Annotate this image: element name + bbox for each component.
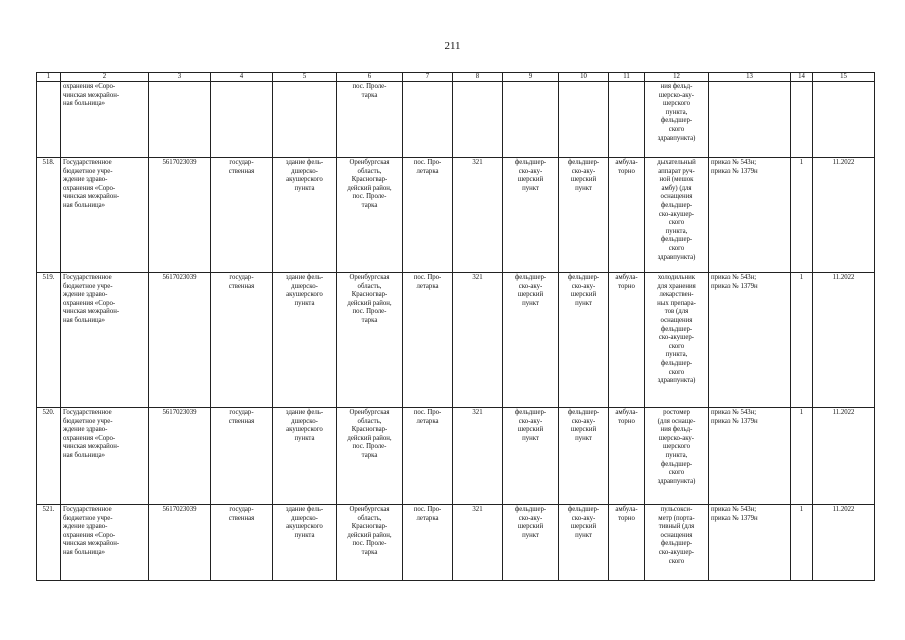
empty-cell — [149, 82, 211, 158]
cell-address: Оренбургская область, Красногвар- дейский район, пос. Проле- тарка — [337, 408, 403, 505]
cell-org: охранения «Соро- чинская межрайон- ная больница» — [61, 82, 149, 158]
column-header: 10 — [559, 73, 609, 82]
cell-care-form: амбула- торно — [609, 505, 645, 581]
cell-ownership: государ- ственная — [211, 408, 273, 505]
cell-inn: 5617023039 — [149, 505, 211, 581]
cell-population: 321 — [453, 158, 503, 273]
empty-cell — [709, 82, 791, 158]
cell-number: 519. — [37, 273, 61, 408]
column-header: 5 — [273, 73, 337, 82]
table-row — [37, 158, 875, 273]
empty-cell — [609, 82, 645, 158]
column-header: 7 — [403, 73, 453, 82]
empty-cell — [453, 82, 503, 158]
cell-facility-type: фельдшер- ско-аку- шерский пункт — [503, 408, 559, 505]
empty-cell — [559, 82, 609, 158]
cell-settlement: пос. Про- летарка — [403, 273, 453, 408]
cell-settlement: пос. Про- летарка — [403, 158, 453, 273]
column-header: 1 — [37, 73, 61, 82]
cell-order: приказ № 543н; приказ № 1379н — [709, 158, 791, 273]
cell-address: Оренбургская область, Красногвар- дейский район, пос. Проле- тарка — [337, 273, 403, 408]
cell-order: приказ № 543н; приказ № 1379н — [709, 408, 791, 505]
column-header: 2 — [61, 73, 149, 82]
cell-population: 321 — [453, 273, 503, 408]
cell-quantity: 1 — [791, 273, 813, 408]
cell-ownership: государ- ственная — [211, 505, 273, 581]
cell-care-form: амбула- торно — [609, 408, 645, 505]
cell-date: 11.2022 — [813, 273, 875, 408]
column-header: 14 — [791, 73, 813, 82]
cell-equipment: холодильник для хранения лекарствен- ных препара- тов (для оснащения фельдшер- ско-акушер- ского пункта, фельдшер- ского здравпункта) — [645, 273, 709, 408]
cell-order: приказ № 543н; приказ № 1379н — [709, 273, 791, 408]
column-header: 3 — [149, 73, 211, 82]
cell-org: Государственное бюджетное учре- ждение здраво- охранения «Соро- чинская межрайон- ная больница» — [61, 273, 149, 408]
cell-org: Государственное бюджетное учре- ждение здраво- охранения «Соро- чинская межрайон- ная больница» — [61, 408, 149, 505]
cell-building: здание фель- дшерско- акушерского пункта — [273, 505, 337, 581]
cell-number: 520. — [37, 408, 61, 505]
cell-equipment: ростомер (для оснаще- ния фельд- шерско-аку- шерского пункта, фельдшер- ского здравпункта) — [645, 408, 709, 505]
cell-number: 521. — [37, 505, 61, 581]
cell-quantity: 1 — [791, 505, 813, 581]
continuation-row — [37, 82, 875, 158]
cell-population: 321 — [453, 408, 503, 505]
cell-ownership: государ- ственная — [211, 273, 273, 408]
cell-inn: 5617023039 — [149, 408, 211, 505]
cell-building: здание фель- дшерско- акушерского пункта — [273, 408, 337, 505]
cell-settlement: пос. Про- летарка — [403, 408, 453, 505]
page-number: 211 — [444, 40, 461, 52]
empty-cell — [37, 82, 61, 158]
column-header: 8 — [453, 73, 503, 82]
column-header: 13 — [709, 73, 791, 82]
cell-date: 11.2022 — [813, 408, 875, 505]
cell-facility-type: фельдшер- ско-аку- шерский пункт — [503, 505, 559, 581]
cell-date: 11.2022 — [813, 158, 875, 273]
cell-building: здание фель- дшерско- акушерского пункта — [273, 158, 337, 273]
cell-org: Государственное бюджетное учре- ждение здраво- охранения «Соро- чинская межрайон- ная больница» — [61, 505, 149, 581]
cell-inn: 5617023039 — [149, 158, 211, 273]
cell-facility-type-2: фельдшер- ско-аку- шерский пункт — [559, 158, 609, 273]
cell-settlement: пос. Про- летарка — [403, 505, 453, 581]
table-row — [37, 408, 875, 505]
cell-facility-type-2: фельдшер- ско-аку- шерский пункт — [559, 505, 609, 581]
cell-address: Оренбургская область, Красногвар- дейский район, пос. Проле- тарка — [337, 158, 403, 273]
column-header: 12 — [645, 73, 709, 82]
table-row — [37, 505, 875, 581]
column-header: 11 — [609, 73, 645, 82]
cell-quantity: 1 — [791, 408, 813, 505]
cell-org: Государственное бюджетное учре- ждение здраво- охранения «Соро- чинская межрайон- ная больница» — [61, 158, 149, 273]
equipment-table — [36, 72, 875, 581]
cell-facility-type-2: фельдшер- ско-аку- шерский пункт — [559, 408, 609, 505]
cell-order: приказ № 543н; приказ № 1379н — [709, 505, 791, 581]
column-header: 9 — [503, 73, 559, 82]
cell-equipment: дыхательный аппарат руч- ной (мешок амбу) (для оснащения фельдшер- ско-акушер- ского пункта, фельдшер- ского здравпункта) — [645, 158, 709, 273]
cell-equipment: пульсокси- метр (порта- тивный (для оснащения фельдшер- ско-акушер- ского — [645, 505, 709, 581]
cell-care-form: амбула- торно — [609, 273, 645, 408]
table-row — [37, 273, 875, 408]
column-header: 15 — [813, 73, 875, 82]
header-row — [37, 73, 875, 82]
cell-population: 321 — [453, 505, 503, 581]
empty-cell — [403, 82, 453, 158]
empty-cell — [273, 82, 337, 158]
cell-ownership: государ- ственная — [211, 158, 273, 273]
cell-facility-type-2: фельдшер- ско-аку- шерский пункт — [559, 273, 609, 408]
cell-care-form: амбула- торно — [609, 158, 645, 273]
cell-building: здание фель- дшерско- акушерского пункта — [273, 273, 337, 408]
cell-inn: 5617023039 — [149, 273, 211, 408]
cell-number: 518. — [37, 158, 61, 273]
cell-date: 11.2022 — [813, 505, 875, 581]
cell-address: Оренбургская область, Красногвар- дейский район, пос. Проле- тарка — [337, 505, 403, 581]
empty-cell — [211, 82, 273, 158]
cell-facility-type: фельдшер- ско-аку- шерский пункт — [503, 158, 559, 273]
cell-address: пос. Проле- тарка — [337, 82, 403, 158]
cell-quantity: 1 — [791, 158, 813, 273]
empty-cell — [813, 82, 875, 158]
empty-cell — [791, 82, 813, 158]
column-header: 4 — [211, 73, 273, 82]
cell-facility-type: фельдшер- ско-аку- шерский пункт — [503, 273, 559, 408]
cell-equipment: ния фельд- шерско-аку- шерского пункта, фельдшер- ского здравпункта) — [645, 82, 709, 158]
empty-cell — [503, 82, 559, 158]
column-header: 6 — [337, 73, 403, 82]
